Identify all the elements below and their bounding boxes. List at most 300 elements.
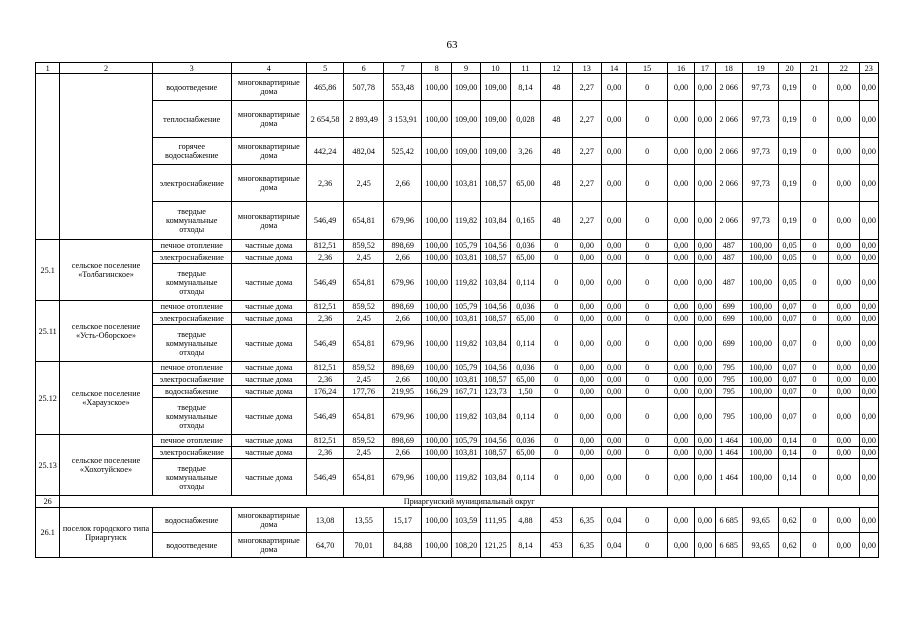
col-header: 10 <box>481 63 510 74</box>
value-cell: 1,50 <box>510 386 540 398</box>
col-header: 19 <box>742 63 779 74</box>
value-cell: 0,114 <box>510 398 540 435</box>
value-cell: 0,00 <box>829 264 859 301</box>
value-cell: 100,00 <box>422 435 451 447</box>
value-cell: 100,00 <box>422 398 451 435</box>
value-cell: 100,00 <box>422 240 451 252</box>
col-header: 4 <box>231 63 306 74</box>
value-cell: 0,00 <box>667 459 694 496</box>
value-cell: 0,00 <box>667 313 694 325</box>
value-cell: 15,17 <box>383 508 422 533</box>
value-cell: 679,96 <box>383 459 422 496</box>
value-cell: 859,52 <box>344 240 384 252</box>
value-cell: 812,51 <box>306 240 344 252</box>
col-header: 13 <box>572 63 601 74</box>
settlement-name-cell: сельское поселение «Хохотуйское» <box>60 435 152 496</box>
value-cell: 525,42 <box>383 138 422 165</box>
value-cell: 65,00 <box>510 165 540 202</box>
value-cell: 0,04 <box>601 508 626 533</box>
value-cell: 103,84 <box>481 398 510 435</box>
value-cell: 3,26 <box>510 138 540 165</box>
value-cell: 0 <box>800 165 828 202</box>
value-cell: 103,81 <box>451 374 480 386</box>
table-row <box>36 435 879 447</box>
value-cell: 0,00 <box>601 435 626 447</box>
value-cell: 0 <box>800 374 828 386</box>
value-cell: 64,70 <box>306 533 344 558</box>
section-title: Приаргунский муниципальный округ <box>60 496 879 508</box>
value-cell: 0 <box>627 398 668 435</box>
value-cell: 6 685 <box>715 508 742 533</box>
row-number-cell: 26.1 <box>36 508 60 558</box>
value-cell: 123,73 <box>481 386 510 398</box>
value-cell: 0,00 <box>572 435 601 447</box>
value-cell: 119,82 <box>451 202 480 240</box>
value-cell: 0,00 <box>859 447 878 459</box>
value-cell: 812,51 <box>306 435 344 447</box>
value-cell: 0,036 <box>510 240 540 252</box>
value-cell: 109,00 <box>481 138 510 165</box>
value-cell: 0,00 <box>829 459 859 496</box>
table-row <box>36 240 879 252</box>
value-cell: 0,00 <box>601 240 626 252</box>
col-header: 7 <box>383 63 422 74</box>
value-cell: 546,49 <box>306 398 344 435</box>
value-cell: 104,56 <box>481 301 510 313</box>
value-cell: 103,84 <box>481 459 510 496</box>
value-cell: 0,00 <box>667 508 694 533</box>
value-cell: 812,51 <box>306 362 344 374</box>
housing-type-cell: частные дома <box>231 240 306 252</box>
col-header: 9 <box>451 63 480 74</box>
value-cell: 2 066 <box>715 74 742 101</box>
value-cell: 2,27 <box>572 202 601 240</box>
table-row <box>36 138 879 165</box>
value-cell: 0,00 <box>601 74 626 101</box>
value-cell: 0,036 <box>510 435 540 447</box>
value-cell: 0,00 <box>667 533 694 558</box>
value-cell: 0,00 <box>859 264 878 301</box>
value-cell: 0 <box>541 386 572 398</box>
value-cell: 0,00 <box>695 301 715 313</box>
value-cell: 48 <box>541 138 572 165</box>
value-cell: 0 <box>800 101 828 138</box>
value-cell: 0,00 <box>695 459 715 496</box>
value-cell: 699 <box>715 313 742 325</box>
value-cell: 0 <box>627 313 668 325</box>
table-row <box>36 447 879 459</box>
value-cell: 0,00 <box>695 74 715 101</box>
value-cell: 0,14 <box>779 447 800 459</box>
row-number-cell: 25.1 <box>36 240 60 301</box>
service-cell: электроснабжение <box>152 313 231 325</box>
value-cell: 0 <box>800 325 828 362</box>
section-row <box>36 496 879 508</box>
housing-type-cell: частные дома <box>231 386 306 398</box>
table-row <box>36 508 879 533</box>
housing-type-cell: частные дома <box>231 362 306 374</box>
value-cell: 2,66 <box>383 165 422 202</box>
value-cell: 0 <box>627 264 668 301</box>
col-header: 17 <box>695 63 715 74</box>
service-cell: твердые коммунальные отходы <box>152 398 231 435</box>
value-cell: 0,00 <box>829 138 859 165</box>
value-cell: 654,81 <box>344 264 384 301</box>
housing-type-cell: многоквартирные дома <box>231 101 306 138</box>
col-header: 23 <box>859 63 878 74</box>
value-cell: 0,00 <box>859 398 878 435</box>
value-cell: 1 464 <box>715 459 742 496</box>
value-cell: 108,57 <box>481 447 510 459</box>
value-cell: 0,00 <box>695 252 715 264</box>
value-cell: 654,81 <box>344 398 384 435</box>
value-cell: 898,69 <box>383 435 422 447</box>
value-cell: 2,36 <box>306 165 344 202</box>
housing-type-cell: многоквартирные дома <box>231 74 306 101</box>
value-cell: 795 <box>715 374 742 386</box>
value-cell: 0 <box>541 435 572 447</box>
housing-type-cell: многоквартирные дома <box>231 165 306 202</box>
value-cell: 795 <box>715 362 742 374</box>
value-cell: 0,00 <box>601 325 626 362</box>
value-cell: 0 <box>627 325 668 362</box>
housing-type-cell: частные дома <box>231 435 306 447</box>
value-cell: 0,00 <box>572 301 601 313</box>
value-cell: 2,45 <box>344 374 384 386</box>
value-cell: 100,00 <box>742 435 779 447</box>
value-cell: 0,00 <box>667 435 694 447</box>
value-cell: 0 <box>800 398 828 435</box>
value-cell: 0,05 <box>779 264 800 301</box>
value-cell: 0,00 <box>667 138 694 165</box>
value-cell: 0 <box>627 386 668 398</box>
value-cell: 0 <box>627 447 668 459</box>
value-cell: 0 <box>627 240 668 252</box>
value-cell: 0 <box>800 74 828 101</box>
value-cell: 0,00 <box>667 398 694 435</box>
value-cell: 100,00 <box>422 508 451 533</box>
value-cell: 100,00 <box>422 301 451 313</box>
value-cell: 177,76 <box>344 386 384 398</box>
value-cell: 0,00 <box>601 362 626 374</box>
value-cell: 0 <box>627 533 668 558</box>
value-cell: 2 066 <box>715 138 742 165</box>
value-cell: 0,00 <box>572 325 601 362</box>
value-cell: 2,66 <box>383 252 422 264</box>
value-cell: 0,00 <box>859 435 878 447</box>
value-cell: 105,79 <box>451 362 480 374</box>
value-cell: 100,00 <box>742 398 779 435</box>
value-cell: 0,00 <box>572 240 601 252</box>
value-cell: 13,08 <box>306 508 344 533</box>
table-row <box>36 386 879 398</box>
value-cell: 0,00 <box>572 313 601 325</box>
value-cell: 13,55 <box>344 508 384 533</box>
value-cell: 108,57 <box>481 374 510 386</box>
value-cell: 65,00 <box>510 447 540 459</box>
housing-type-cell: многоквартирные дома <box>231 138 306 165</box>
value-cell: 97,73 <box>742 74 779 101</box>
value-cell: 699 <box>715 301 742 313</box>
col-header: 22 <box>829 63 859 74</box>
value-cell: 0 <box>627 301 668 313</box>
value-cell: 2,36 <box>306 447 344 459</box>
settlement-name-cell: сельское поселение «Хараузское» <box>60 362 152 435</box>
value-cell: 0,00 <box>859 138 878 165</box>
col-header: 3 <box>152 63 231 74</box>
value-cell: 103,84 <box>481 264 510 301</box>
value-cell: 546,49 <box>306 325 344 362</box>
value-cell: 487 <box>715 264 742 301</box>
value-cell: 0 <box>627 101 668 138</box>
value-cell: 546,49 <box>306 459 344 496</box>
value-cell: 0,00 <box>695 435 715 447</box>
value-cell: 103,81 <box>451 252 480 264</box>
value-cell: 898,69 <box>383 240 422 252</box>
value-cell: 0,00 <box>695 138 715 165</box>
value-cell: 0 <box>800 202 828 240</box>
table-row <box>36 533 879 558</box>
value-cell: 2,36 <box>306 313 344 325</box>
value-cell: 48 <box>541 202 572 240</box>
value-cell: 0,19 <box>779 165 800 202</box>
value-cell: 0,00 <box>695 240 715 252</box>
value-cell: 100,00 <box>422 325 451 362</box>
value-cell: 795 <box>715 398 742 435</box>
value-cell: 0,19 <box>779 138 800 165</box>
housing-type-cell: частные дома <box>231 447 306 459</box>
value-cell: 0 <box>800 138 828 165</box>
value-cell: 0,00 <box>601 374 626 386</box>
col-header: 14 <box>601 63 626 74</box>
value-cell: 679,96 <box>383 398 422 435</box>
value-cell: 0,00 <box>695 313 715 325</box>
value-cell: 0,00 <box>829 240 859 252</box>
value-cell: 898,69 <box>383 301 422 313</box>
value-cell: 0,00 <box>859 362 878 374</box>
value-cell: 108,57 <box>481 252 510 264</box>
value-cell: 1 464 <box>715 447 742 459</box>
service-cell: печное отопление <box>152 240 231 252</box>
col-header: 1 <box>36 63 60 74</box>
value-cell: 0,00 <box>601 252 626 264</box>
value-cell: 100,00 <box>422 165 451 202</box>
value-cell: 0,00 <box>829 435 859 447</box>
value-cell: 2,36 <box>306 374 344 386</box>
value-cell: 100,00 <box>742 240 779 252</box>
value-cell: 0 <box>800 264 828 301</box>
value-cell: 0,00 <box>667 374 694 386</box>
value-cell: 0,62 <box>779 533 800 558</box>
value-cell: 103,84 <box>481 202 510 240</box>
value-cell: 103,81 <box>451 165 480 202</box>
col-header: 12 <box>541 63 572 74</box>
value-cell: 0,00 <box>859 459 878 496</box>
value-cell: 0 <box>627 165 668 202</box>
value-cell: 0,07 <box>779 374 800 386</box>
value-cell: 0,114 <box>510 325 540 362</box>
value-cell: 0,00 <box>695 386 715 398</box>
value-cell: 100,00 <box>422 264 451 301</box>
service-cell: печное отопление <box>152 435 231 447</box>
value-cell: 0,00 <box>601 386 626 398</box>
value-cell: 546,49 <box>306 202 344 240</box>
value-cell: 2,45 <box>344 447 384 459</box>
value-cell: 0,00 <box>695 101 715 138</box>
col-header: 2 <box>60 63 152 74</box>
value-cell: 0 <box>627 74 668 101</box>
value-cell: 0,00 <box>667 101 694 138</box>
value-cell: 0,00 <box>695 398 715 435</box>
value-cell: 119,82 <box>451 459 480 496</box>
service-cell: печное отопление <box>152 301 231 313</box>
value-cell: 100,00 <box>422 533 451 558</box>
value-cell: 0,00 <box>667 264 694 301</box>
value-cell: 97,73 <box>742 165 779 202</box>
value-cell: 2,66 <box>383 374 422 386</box>
value-cell: 0,00 <box>829 301 859 313</box>
value-cell: 654,81 <box>344 459 384 496</box>
value-cell: 0,07 <box>779 313 800 325</box>
table-row <box>36 264 879 301</box>
value-cell: 0,00 <box>572 398 601 435</box>
value-cell: 0,04 <box>601 533 626 558</box>
value-cell: 104,56 <box>481 362 510 374</box>
value-cell: 0 <box>627 202 668 240</box>
value-cell: 100,00 <box>422 101 451 138</box>
settlement-name-cell: сельское поселение «Усть-Оборское» <box>60 301 152 362</box>
value-cell: 0,00 <box>695 165 715 202</box>
value-cell: 0,00 <box>601 264 626 301</box>
service-cell: электроснабжение <box>152 374 231 386</box>
value-cell: 104,56 <box>481 435 510 447</box>
row-number-cell: 25.13 <box>36 435 60 496</box>
value-cell: 108,57 <box>481 165 510 202</box>
service-cell: твердые коммунальные отходы <box>152 264 231 301</box>
value-cell: 2,45 <box>344 165 384 202</box>
service-cell: электроснабжение <box>152 165 231 202</box>
value-cell: 654,81 <box>344 202 384 240</box>
value-cell: 4,88 <box>510 508 540 533</box>
value-cell: 0,00 <box>859 325 878 362</box>
value-cell: 0,00 <box>667 252 694 264</box>
value-cell: 0 <box>800 533 828 558</box>
value-cell: 119,82 <box>451 264 480 301</box>
value-cell: 0,114 <box>510 264 540 301</box>
value-cell: 0,00 <box>601 398 626 435</box>
col-header: 8 <box>422 63 451 74</box>
value-cell: 0,07 <box>779 325 800 362</box>
value-cell: 0 <box>800 435 828 447</box>
value-cell: 8,14 <box>510 533 540 558</box>
value-cell: 0,00 <box>667 240 694 252</box>
value-cell: 679,96 <box>383 202 422 240</box>
tariff-table <box>35 62 879 558</box>
value-cell: 0 <box>627 362 668 374</box>
value-cell: 0 <box>627 374 668 386</box>
value-cell: 100,00 <box>422 447 451 459</box>
value-cell: 0,00 <box>667 386 694 398</box>
value-cell: 111,95 <box>481 508 510 533</box>
value-cell: 0,00 <box>601 202 626 240</box>
value-cell: 0,00 <box>601 313 626 325</box>
value-cell: 0,00 <box>601 138 626 165</box>
page-number: 63 <box>446 39 458 51</box>
value-cell: 0 <box>541 301 572 313</box>
service-cell: водоснабжение <box>152 386 231 398</box>
col-header: 16 <box>667 63 694 74</box>
housing-type-cell: многоквартирные дома <box>231 533 306 558</box>
value-cell: 0,00 <box>695 508 715 533</box>
housing-type-cell: многоквартирные дома <box>231 202 306 240</box>
value-cell: 0,05 <box>779 252 800 264</box>
table-row <box>36 325 879 362</box>
value-cell: 0,00 <box>695 533 715 558</box>
service-cell: твердые коммунальные отходы <box>152 459 231 496</box>
value-cell: 0,00 <box>829 374 859 386</box>
service-cell: твердые коммунальные отходы <box>152 325 231 362</box>
value-cell: 0 <box>800 447 828 459</box>
value-cell: 0,00 <box>572 447 601 459</box>
col-header: 21 <box>800 63 828 74</box>
value-cell: 0,00 <box>829 74 859 101</box>
value-cell: 0,00 <box>601 101 626 138</box>
value-cell: 812,51 <box>306 301 344 313</box>
value-cell: 795 <box>715 386 742 398</box>
table-row <box>36 459 879 496</box>
value-cell: 0,14 <box>779 459 800 496</box>
col-header: 20 <box>779 63 800 74</box>
value-cell: 0 <box>800 386 828 398</box>
value-cell: 859,52 <box>344 435 384 447</box>
value-cell: 0 <box>627 435 668 447</box>
housing-type-cell: частные дома <box>231 252 306 264</box>
value-cell: 2,45 <box>344 313 384 325</box>
value-cell: 0,00 <box>572 252 601 264</box>
service-cell: электроснабжение <box>152 252 231 264</box>
value-cell: 0,00 <box>829 165 859 202</box>
value-cell: 442,24 <box>306 138 344 165</box>
value-cell: 0,00 <box>859 301 878 313</box>
value-cell: 0,00 <box>859 74 878 101</box>
value-cell: 70,01 <box>344 533 384 558</box>
value-cell: 6,35 <box>572 533 601 558</box>
value-cell: 0,14 <box>779 435 800 447</box>
value-cell: 0,00 <box>829 447 859 459</box>
housing-type-cell: частные дома <box>231 374 306 386</box>
table-row <box>36 398 879 435</box>
value-cell: 0 <box>800 252 828 264</box>
value-cell: 0,07 <box>779 301 800 313</box>
value-cell: 2,27 <box>572 101 601 138</box>
value-cell: 0,00 <box>667 325 694 362</box>
housing-type-cell: частные дома <box>231 398 306 435</box>
value-cell: 109,00 <box>451 138 480 165</box>
value-cell: 48 <box>541 74 572 101</box>
value-cell: 0 <box>541 398 572 435</box>
value-cell: 1 464 <box>715 435 742 447</box>
value-cell: 679,96 <box>383 325 422 362</box>
value-cell: 699 <box>715 325 742 362</box>
value-cell: 167,71 <box>451 386 480 398</box>
value-cell: 2,66 <box>383 313 422 325</box>
value-cell: 100,00 <box>422 252 451 264</box>
value-cell: 6 685 <box>715 533 742 558</box>
value-cell: 482,04 <box>344 138 384 165</box>
value-cell: 0,00 <box>601 447 626 459</box>
value-cell: 119,82 <box>451 398 480 435</box>
value-cell: 0,00 <box>829 386 859 398</box>
